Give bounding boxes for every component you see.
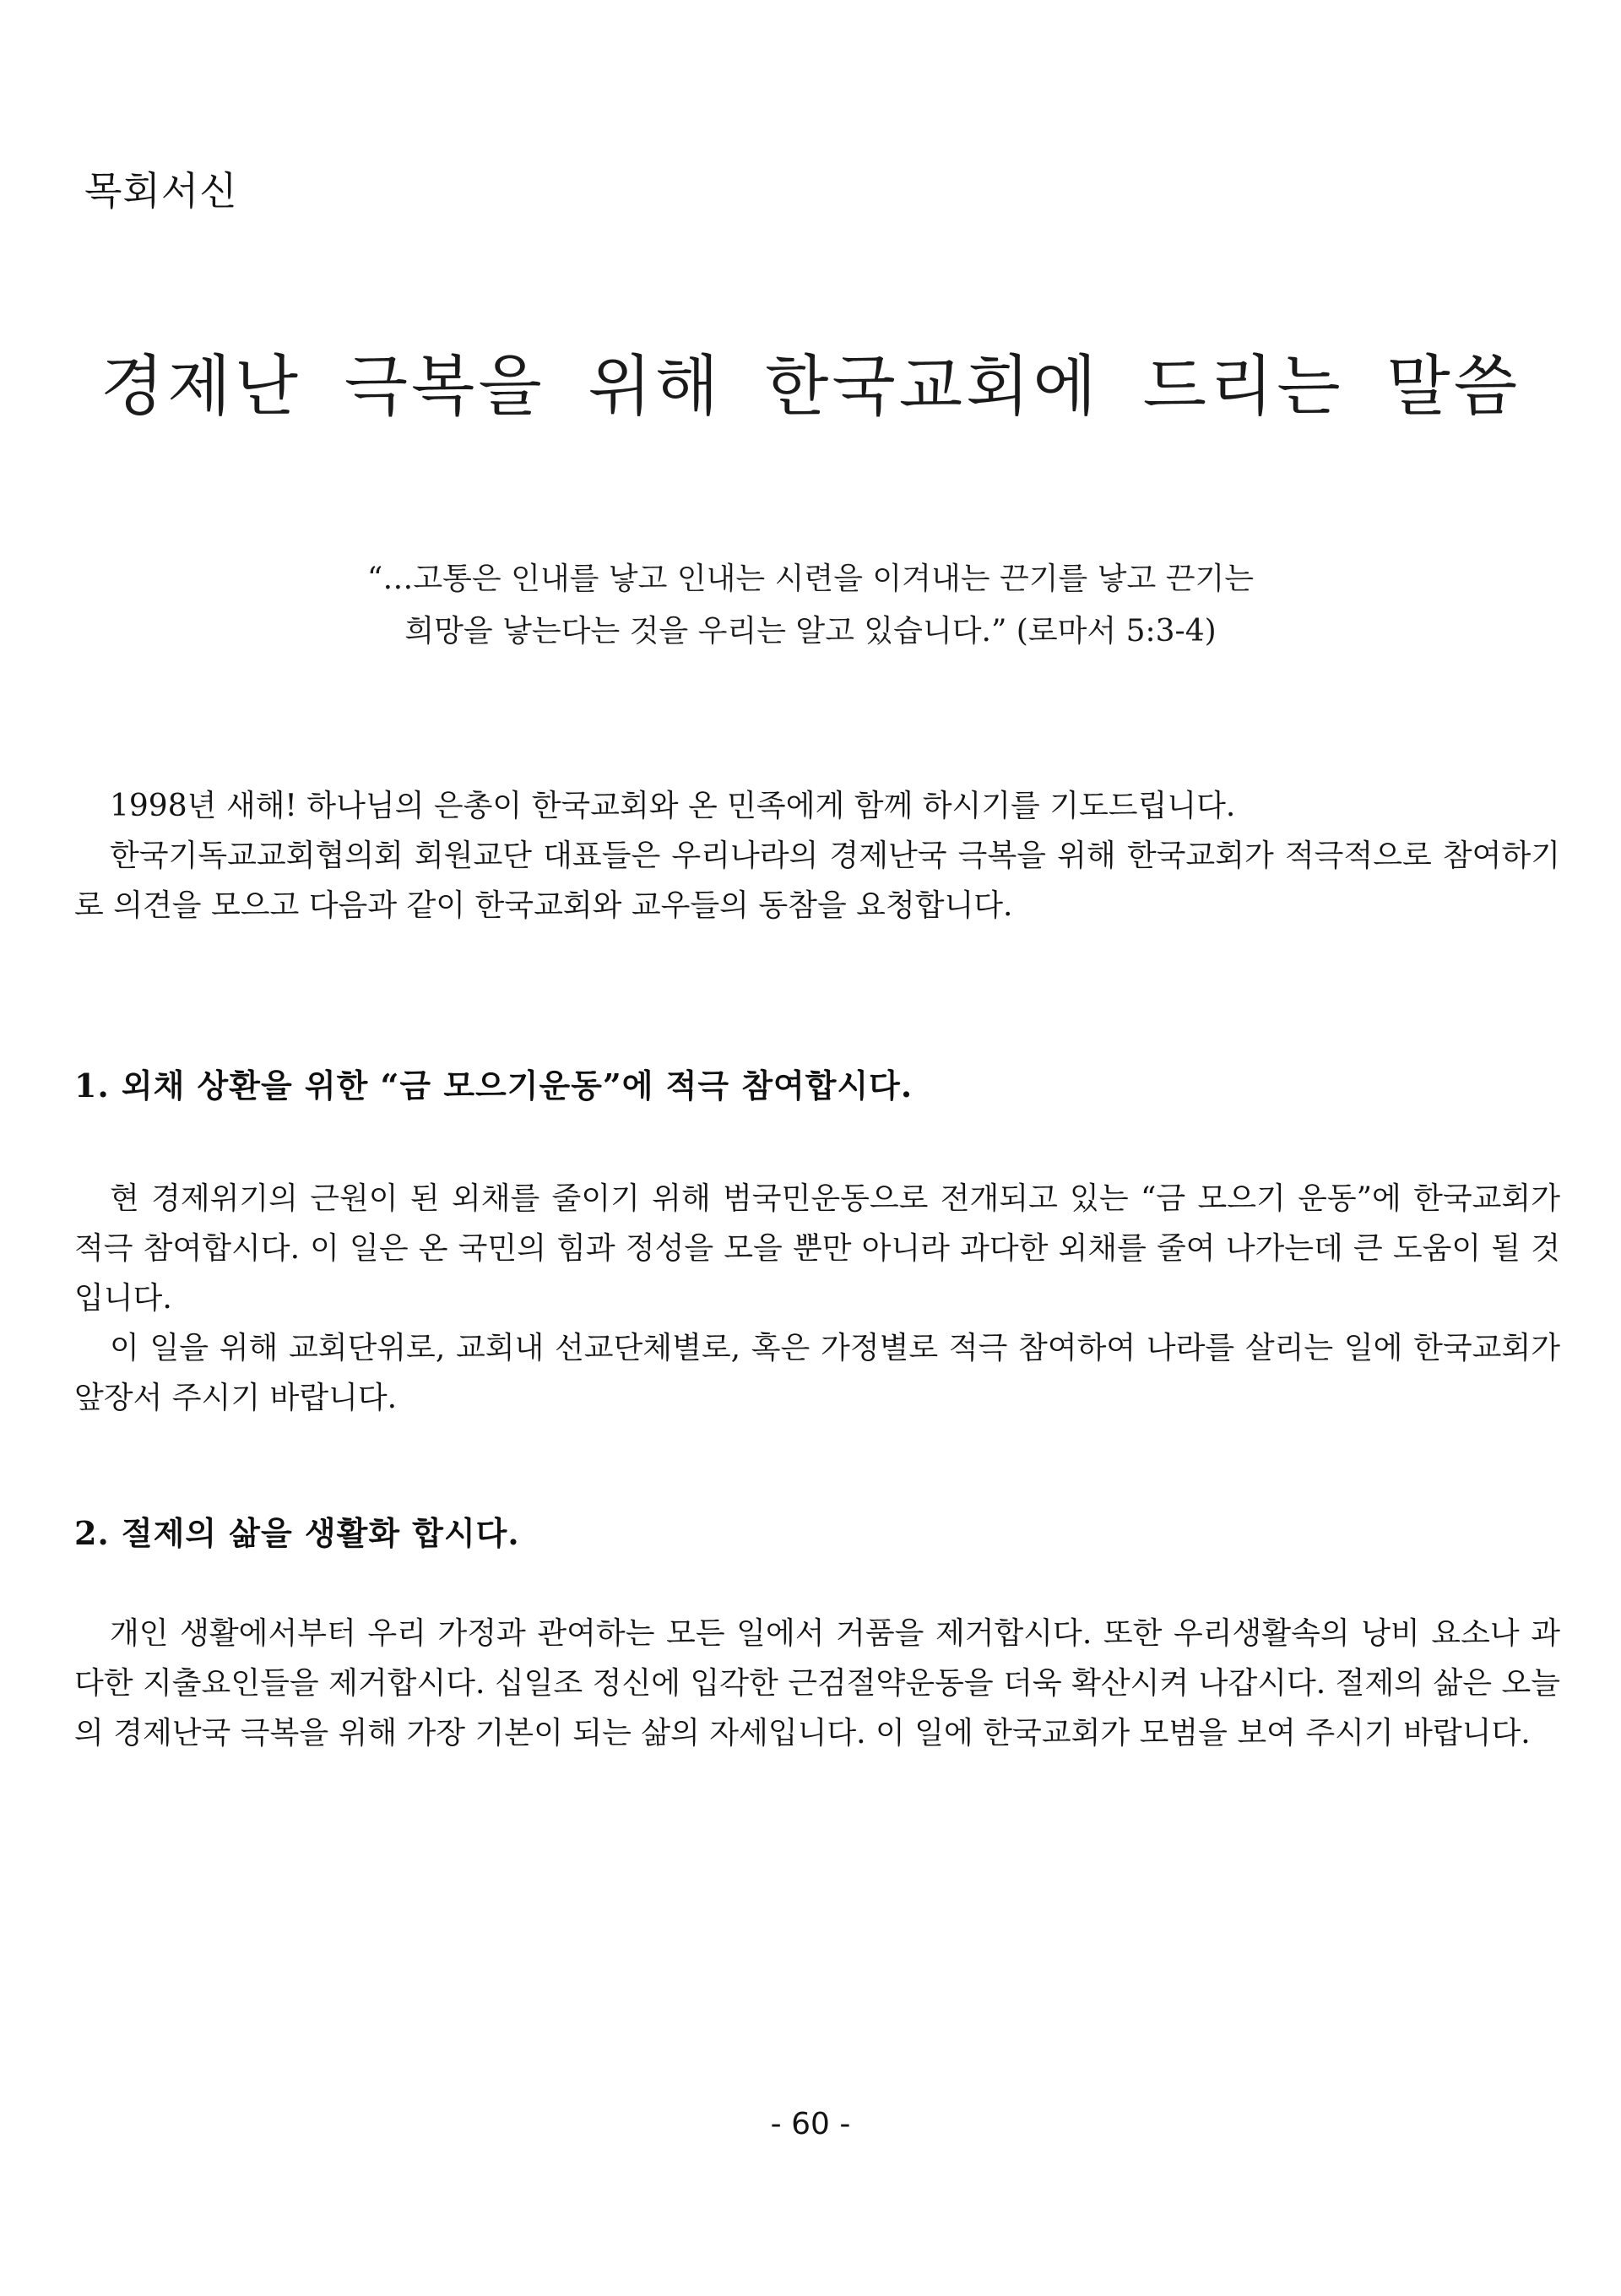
section-1-paragraph-1: 현 경제위기의 근원이 된 외채를 줄이기 위해 범국민운동으로 전개되고 있는 “금 모으기 운동”에 한국교회가 적극 참여합시다. 이 일은 온 국민의 힘과 정성을 모을 뿐만 아니라 과다한 외채를 줄여 나가는데 큰 도움이 될 것입니다.: [74, 1181, 1560, 1316]
section-2-heading: 2. 절제의 삶을 생활화 합시다.: [74, 1514, 520, 1552]
epigraph-line-2: 희망을 낳는다는 것을 우리는 알고 있습니다.” (로마서 5:3-4): [404, 614, 1217, 649]
intro-section: [74, 781, 1560, 931]
intro-paragraph-2: 한국기독교교회협의회 회원교단 대표들은 우리나라의 경제난국 극복을 위해 한국교회가 적극적으로 참여하기로 의견을 모으고 다음과 같이 한국교회와 교우들의 동참을 요청합니다.: [74, 839, 1560, 923]
section-1-body: [74, 1174, 1560, 1423]
section-1-heading: 1. 외채 상환을 위한 “금 모으기운동”에 적극 참여합시다.: [74, 1067, 914, 1105]
intro-paragraph-1: 1998년 새해! 하나님의 은총이 한국교회와 온 민족에게 함께 하시기를 기도드립니다.: [110, 789, 1236, 823]
section-1-paragraph-2: 이 일을 위해 교회단위로, 교회내 선교단체별로, 혹은 가정별로 적극 참여하여 나라를 살리는 일에 한국교회가 앞장서 주시기 바랍니다.: [74, 1331, 1560, 1415]
epigraph-quote: [0, 553, 1621, 658]
page-number: - 60 -: [770, 2107, 851, 2141]
section-2-paragraph-1: 개인 생활에서부터 우리 가정과 관여하는 모든 일에서 거품을 제거합시다. 또한 우리생활속의 낭비 요소나 과다한 지출요인들을 제거합시다. 십일조 정신에 입각한 근검절약운동을 더욱 확산시켜 나갑시다. 절제의 삶은 오늘의 경제난국 극복을 위해 가장 기본이 되는 삶의 자세입니다. 이 일에 한국교회가 모범을 보여 주시기 바랍니다.: [74, 1616, 1560, 1750]
section-2-body: [74, 1609, 1560, 1758]
epigraph-line-1: “…고통은 인내를 낳고 인내는 시련을 이겨내는 끈기를 낳고 끈기는: [366, 562, 1255, 596]
section-label: 목회서신: [84, 168, 238, 214]
page-title: 경제난 극복을 위해 한국교회에 드리는 말씀: [100, 349, 1521, 425]
